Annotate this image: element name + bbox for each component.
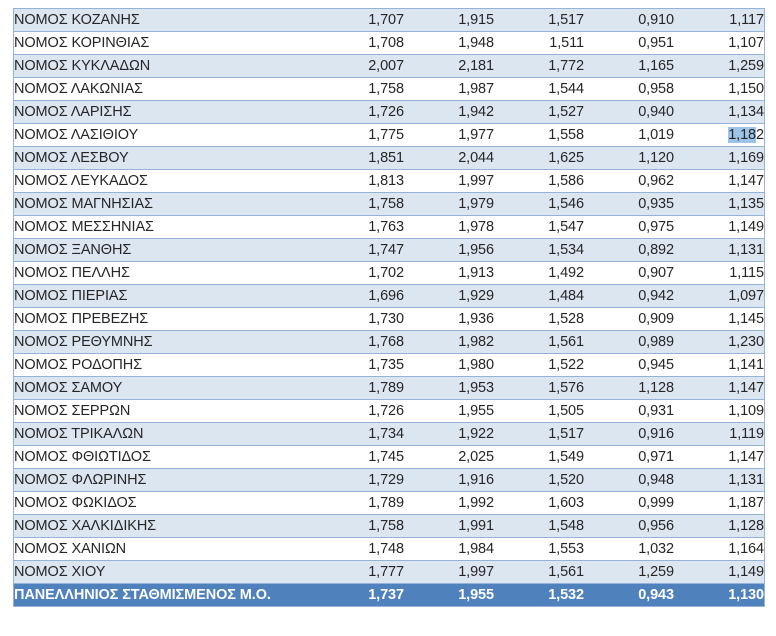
value-cell: 0,999 bbox=[584, 492, 674, 515]
summary-value-cell: 1,737 bbox=[314, 584, 404, 607]
value-cell: 0,962 bbox=[584, 170, 674, 193]
value-cell: 1,128 bbox=[674, 515, 765, 538]
value-cell: 1,747 bbox=[314, 239, 404, 262]
prefecture-name-cell: ΝΟΜΟΣ ΣΕΡΡΩΝ bbox=[14, 400, 315, 423]
value-cell: 1,149 bbox=[674, 216, 765, 239]
summary-value-cell: 1,130 bbox=[674, 584, 765, 607]
table-row bbox=[14, 331, 765, 354]
value-cell: 1,956 bbox=[404, 239, 494, 262]
table-row bbox=[14, 55, 765, 78]
table-row bbox=[14, 354, 765, 377]
value-cell: 1,772 bbox=[494, 55, 584, 78]
value-cell: 1,748 bbox=[314, 538, 404, 561]
prefecture-name-cell: ΝΟΜΟΣ ΚΥΚΛΑΔΩΝ bbox=[14, 55, 315, 78]
value-cell: 1,726 bbox=[314, 400, 404, 423]
value-cell: 1,984 bbox=[404, 538, 494, 561]
table-row bbox=[14, 32, 765, 55]
value-cell: 1,916 bbox=[404, 469, 494, 492]
prefecture-name-cell: ΝΟΜΟΣ ΣΑΜΟΥ bbox=[14, 377, 315, 400]
prefecture-name-cell: ΝΟΜΟΣ ΠΕΛΛΗΣ bbox=[14, 262, 315, 285]
value-cell: 1,982 bbox=[404, 331, 494, 354]
value-cell: 1,997 bbox=[404, 561, 494, 584]
value-cell: 1,758 bbox=[314, 78, 404, 101]
value-cell: 1,913 bbox=[404, 262, 494, 285]
prefecture-name-cell: ΝΟΜΟΣ ΦΩΚΙΔΟΣ bbox=[14, 492, 315, 515]
value-cell: 1,813 bbox=[314, 170, 404, 193]
value-cell: 1,259 bbox=[674, 55, 765, 78]
value-cell: 2,007 bbox=[314, 55, 404, 78]
table-row bbox=[14, 515, 765, 538]
prefecture-name-cell: ΝΟΜΟΣ ΦΛΩΡΙΝΗΣ bbox=[14, 469, 315, 492]
value-cell: 1,997 bbox=[404, 170, 494, 193]
value-cell: 0,971 bbox=[584, 446, 674, 469]
value-cell: 0,951 bbox=[584, 32, 674, 55]
value-cell: 1,517 bbox=[494, 423, 584, 446]
value-cell: 1,135 bbox=[674, 193, 765, 216]
value-cell: 1,109 bbox=[674, 400, 765, 423]
value-cell: 1,979 bbox=[404, 193, 494, 216]
value-cell: 1,789 bbox=[314, 377, 404, 400]
value-cell: 1,735 bbox=[314, 354, 404, 377]
prefecture-name-cell: ΝΟΜΟΣ ΦΘΙΩΤΙΔΟΣ bbox=[14, 446, 315, 469]
value-cell: 1,729 bbox=[314, 469, 404, 492]
value-cell: 1,520 bbox=[494, 469, 584, 492]
value-cell: 0,909 bbox=[584, 308, 674, 331]
value-cell: 1,492 bbox=[494, 262, 584, 285]
table-row bbox=[14, 216, 765, 239]
value-cell: 1,544 bbox=[494, 78, 584, 101]
table-row bbox=[14, 308, 765, 331]
value-cell: 1,708 bbox=[314, 32, 404, 55]
value-cell: 1,745 bbox=[314, 446, 404, 469]
value-cell: 1,549 bbox=[494, 446, 584, 469]
value-cell: 0,935 bbox=[584, 193, 674, 216]
value-cell: 1,147 bbox=[674, 446, 765, 469]
value-cell: 1,165 bbox=[584, 55, 674, 78]
value-cell: 1,922 bbox=[404, 423, 494, 446]
value-cell: 1,187 bbox=[674, 492, 765, 515]
table-row bbox=[14, 239, 765, 262]
summary-value-cell: 1,955 bbox=[404, 584, 494, 607]
table-row bbox=[14, 446, 765, 469]
value-cell: 1,929 bbox=[404, 285, 494, 308]
table-row bbox=[14, 262, 765, 285]
value-cell: 0,945 bbox=[584, 354, 674, 377]
value-cell: 1,119 bbox=[674, 423, 765, 446]
value-cell: 1,576 bbox=[494, 377, 584, 400]
value-cell: 1,019 bbox=[584, 124, 674, 147]
value-cell: 1,980 bbox=[404, 354, 494, 377]
value-cell: 1,991 bbox=[404, 515, 494, 538]
prefecture-name-cell: ΝΟΜΟΣ ΧΑΝΙΩΝ bbox=[14, 538, 315, 561]
prefecture-name-cell: ΝΟΜΟΣ ΤΡΙΚΑΛΩΝ bbox=[14, 423, 315, 446]
summary-value-cell: 0,943 bbox=[584, 584, 674, 607]
value-cell: 1,942 bbox=[404, 101, 494, 124]
value-cell: 0,958 bbox=[584, 78, 674, 101]
value-cell: 1,522 bbox=[494, 354, 584, 377]
value-cell: 0,910 bbox=[584, 9, 674, 32]
value-cell: 0,931 bbox=[584, 400, 674, 423]
value-cell: 1,789 bbox=[314, 492, 404, 515]
value-cell: 1,603 bbox=[494, 492, 584, 515]
prefecture-name-cell: ΝΟΜΟΣ ΡΕΘΥΜΝΗΣ bbox=[14, 331, 315, 354]
value-cell: 1,527 bbox=[494, 101, 584, 124]
table-row bbox=[14, 561, 765, 584]
value-cell: 1,517 bbox=[494, 9, 584, 32]
value-cell: 1,546 bbox=[494, 193, 584, 216]
table-row bbox=[14, 285, 765, 308]
value-cell: 1,625 bbox=[494, 147, 584, 170]
table-row bbox=[14, 9, 765, 32]
value-cell: 1,164 bbox=[674, 538, 765, 561]
value-cell: 1,134 bbox=[674, 101, 765, 124]
value-cell: 1,145 bbox=[674, 308, 765, 331]
value-cell: 1,992 bbox=[404, 492, 494, 515]
value-cell: 1,147 bbox=[674, 170, 765, 193]
value-cell: 1,182 bbox=[674, 124, 765, 147]
value-cell: 1,977 bbox=[404, 124, 494, 147]
value-cell: 1,758 bbox=[314, 515, 404, 538]
value-cell: 0,892 bbox=[584, 239, 674, 262]
value-cell: 1,953 bbox=[404, 377, 494, 400]
prefecture-name-cell: ΝΟΜΟΣ ΜΑΓΝΗΣΙΑΣ bbox=[14, 193, 315, 216]
prefecture-name-cell: ΝΟΜΟΣ ΡΟΔΟΠΗΣ bbox=[14, 354, 315, 377]
value-cell: 2,044 bbox=[404, 147, 494, 170]
table-row bbox=[14, 492, 765, 515]
table-row bbox=[14, 78, 765, 101]
value-cell: 1,259 bbox=[584, 561, 674, 584]
value-cell: 1,726 bbox=[314, 101, 404, 124]
value-cell: 1,734 bbox=[314, 423, 404, 446]
value-cell: 2,025 bbox=[404, 446, 494, 469]
table-row bbox=[14, 193, 765, 216]
value-cell: 1,548 bbox=[494, 515, 584, 538]
prefecture-name-cell: ΝΟΜΟΣ ΠΙΕΡΙΑΣ bbox=[14, 285, 315, 308]
value-cell: 0,916 bbox=[584, 423, 674, 446]
value-cell: 1,987 bbox=[404, 78, 494, 101]
prefecture-name-cell: ΝΟΜΟΣ ΚΟΖΑΝΗΣ bbox=[14, 9, 315, 32]
value-cell: 1,484 bbox=[494, 285, 584, 308]
prefecture-name-cell: ΝΟΜΟΣ ΛΑΚΩΝΙΑΣ bbox=[14, 78, 315, 101]
table-row bbox=[14, 538, 765, 561]
value-cell: 1,707 bbox=[314, 9, 404, 32]
prefecture-averages-table bbox=[13, 8, 765, 607]
value-cell: 1,547 bbox=[494, 216, 584, 239]
table-row bbox=[14, 170, 765, 193]
value-cell: 1,948 bbox=[404, 32, 494, 55]
prefecture-name-cell: ΝΟΜΟΣ ΛΑΣΙΘΙΟΥ bbox=[14, 124, 315, 147]
prefecture-name-cell: ΝΟΜΟΣ ΜΕΣΣΗΝΙΑΣ bbox=[14, 216, 315, 239]
summary-label: ΠΑΝΕΛΛΗΝΙΟΣ ΣΤΑΘΜΙΣΜΕΝΟΣ Μ.Ο. bbox=[14, 584, 315, 607]
value-cell: 1,505 bbox=[494, 400, 584, 423]
table-row bbox=[14, 423, 765, 446]
value-cell: 1,147 bbox=[674, 377, 765, 400]
value-cell: 1,763 bbox=[314, 216, 404, 239]
table-row bbox=[14, 400, 765, 423]
value-cell: 1,230 bbox=[674, 331, 765, 354]
value-cell: 1,169 bbox=[674, 147, 765, 170]
value-cell: 1,115 bbox=[674, 262, 765, 285]
value-cell: 1,696 bbox=[314, 285, 404, 308]
value-cell: 1,586 bbox=[494, 170, 584, 193]
value-cell: 1,528 bbox=[494, 308, 584, 331]
prefecture-name-cell: ΝΟΜΟΣ ΧΑΛΚΙΔΙΚΗΣ bbox=[14, 515, 315, 538]
value-cell: 1,032 bbox=[584, 538, 674, 561]
value-cell: 0,940 bbox=[584, 101, 674, 124]
value-cell: 1,131 bbox=[674, 239, 765, 262]
table-row bbox=[14, 124, 765, 147]
value-cell: 1,561 bbox=[494, 561, 584, 584]
value-cell: 1,150 bbox=[674, 78, 765, 101]
value-cell: 1,553 bbox=[494, 538, 584, 561]
table-row bbox=[14, 147, 765, 170]
value-cell: 1,936 bbox=[404, 308, 494, 331]
value-cell: 1,561 bbox=[494, 331, 584, 354]
prefecture-name-cell: ΝΟΜΟΣ ΛΕΥΚΑΔΟΣ bbox=[14, 170, 315, 193]
table-row bbox=[14, 101, 765, 124]
value-cell: 1,511 bbox=[494, 32, 584, 55]
value-cell: 1,768 bbox=[314, 331, 404, 354]
value-cell: 1,777 bbox=[314, 561, 404, 584]
value-cell: 1,702 bbox=[314, 262, 404, 285]
value-cell: 1,117 bbox=[674, 9, 765, 32]
table-row bbox=[14, 469, 765, 492]
value-cell: 1,097 bbox=[674, 285, 765, 308]
value-cell: 1,107 bbox=[674, 32, 765, 55]
table-row bbox=[14, 377, 765, 400]
value-cell: 1,128 bbox=[584, 377, 674, 400]
value-cell: 0,989 bbox=[584, 331, 674, 354]
prefecture-name-cell: ΝΟΜΟΣ ΠΡΕΒΕΖΗΣ bbox=[14, 308, 315, 331]
value-cell: 1,120 bbox=[584, 147, 674, 170]
value-cell: 1,730 bbox=[314, 308, 404, 331]
value-cell: 1,149 bbox=[674, 561, 765, 584]
value-cell: 0,956 bbox=[584, 515, 674, 538]
value-cell: 2,181 bbox=[404, 55, 494, 78]
value-cell: 1,558 bbox=[494, 124, 584, 147]
value-cell: 1,978 bbox=[404, 216, 494, 239]
prefecture-name-cell: ΝΟΜΟΣ ΞΑΝΘΗΣ bbox=[14, 239, 315, 262]
prefecture-name-cell: ΝΟΜΟΣ ΛΑΡΙΣΗΣ bbox=[14, 101, 315, 124]
summary-value-cell: 1,532 bbox=[494, 584, 584, 607]
value-cell: 1,851 bbox=[314, 147, 404, 170]
value-cell: 0,948 bbox=[584, 469, 674, 492]
value-cell: 0,907 bbox=[584, 262, 674, 285]
value-cell: 1,141 bbox=[674, 354, 765, 377]
selection-highlight: 1,18 bbox=[728, 127, 757, 143]
value-cell: 0,942 bbox=[584, 285, 674, 308]
value-cell: 1,915 bbox=[404, 9, 494, 32]
prefecture-name-cell: ΝΟΜΟΣ ΚΟΡΙΝΘΙΑΣ bbox=[14, 32, 315, 55]
value-cell: 1,775 bbox=[314, 124, 404, 147]
value-cell: 1,534 bbox=[494, 239, 584, 262]
table-body bbox=[14, 9, 765, 607]
value-cell: 1,955 bbox=[404, 400, 494, 423]
summary-row bbox=[14, 584, 765, 607]
prefecture-name-cell: ΝΟΜΟΣ ΛΕΣΒΟΥ bbox=[14, 147, 315, 170]
value-cell: 0,975 bbox=[584, 216, 674, 239]
value-cell: 1,758 bbox=[314, 193, 404, 216]
prefecture-name-cell: ΝΟΜΟΣ ΧΙΟΥ bbox=[14, 561, 315, 584]
value-cell: 1,131 bbox=[674, 469, 765, 492]
document-table-region bbox=[13, 8, 765, 607]
